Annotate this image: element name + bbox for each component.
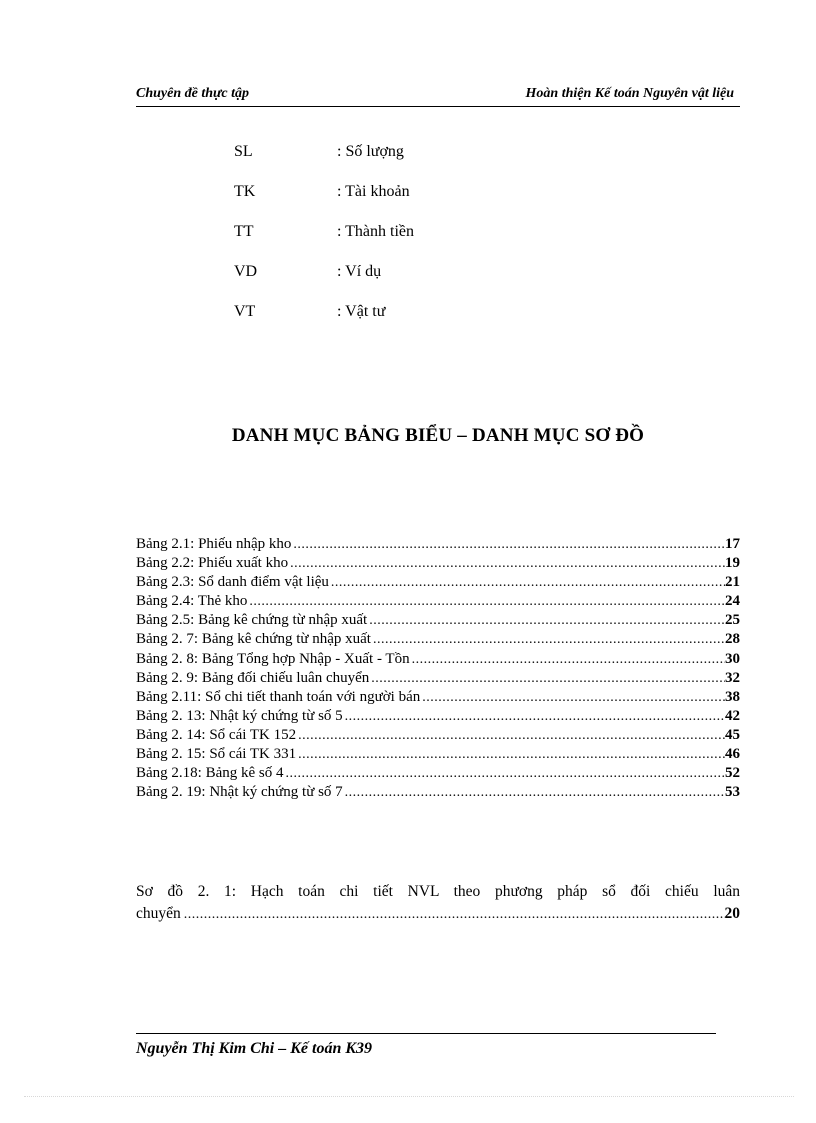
table-list-item[interactable] <box>136 592 740 611</box>
abbreviation-row <box>234 301 534 341</box>
table-list-item[interactable] <box>136 573 740 592</box>
table-list-label: Bảng 2.1: Phiếu nhập kho <box>136 536 292 552</box>
table-list-label: Bảng 2.2: Phiếu xuất kho <box>136 555 289 572</box>
header-right-title: Hoàn thiện Kế toán Nguyên vật liệu <box>525 86 734 101</box>
leader-dots <box>412 650 725 669</box>
abbreviation-code: VD <box>234 263 258 280</box>
leader-dots <box>286 764 726 783</box>
table-list-page: 32 <box>725 669 740 686</box>
table-list <box>136 535 740 802</box>
page-footer: Nguyễn Thị Kim Chi – Kế toán K39 <box>136 1040 373 1057</box>
table-list-item[interactable] <box>136 707 740 726</box>
abbreviation-code: VT <box>234 303 256 320</box>
table-list-item[interactable] <box>136 764 740 783</box>
table-list-label: Bảng 2. 15: Sổ cái TK 331 <box>136 746 297 763</box>
footer-divider <box>136 1033 716 1034</box>
table-list-item[interactable] <box>136 611 740 630</box>
table-list-page: 42 <box>725 707 740 724</box>
abbreviation-meaning: : Số lượng <box>337 143 404 160</box>
leader-dots <box>345 707 725 726</box>
table-list-label: Bảng 2.4: Thẻ kho <box>136 593 248 610</box>
abbreviation-row <box>234 221 534 261</box>
table-list-label: Bảng 2.11: Sổ chi tiết thanh toán với người bán <box>136 688 421 705</box>
table-list-page: 17 <box>725 536 740 552</box>
diagram-label-line2: chuyển <box>136 905 181 922</box>
table-list-item[interactable] <box>136 554 740 573</box>
table-list-page: 30 <box>725 650 740 667</box>
leader-dots <box>422 688 725 707</box>
abbreviation-code: TT <box>234 223 254 240</box>
table-list-item[interactable] <box>136 745 740 764</box>
leader-dots <box>369 611 725 630</box>
table-list-label: Bảng 2.3: Sổ danh điểm vật liệu <box>136 574 329 591</box>
table-list-page: 46 <box>725 746 740 763</box>
abbreviation-meaning: : Tài khoản <box>337 183 410 200</box>
table-list-item[interactable] <box>136 783 740 802</box>
table-list-page: 21 <box>725 574 740 591</box>
header-left-title: Chuyên đề thực tập <box>136 86 250 101</box>
abbreviation-row <box>234 141 534 181</box>
abbreviation-meaning: : Thành tiền <box>337 223 415 240</box>
leader-dots <box>373 630 725 649</box>
leader-dots <box>298 745 725 764</box>
table-list-label: Bảng 2. 13: Nhật ký chứng từ số 5 <box>136 707 343 724</box>
diagram-list-item[interactable] <box>136 881 740 926</box>
table-list-label: Bảng 2. 9: Bảng đối chiếu luân chuyển <box>136 669 370 686</box>
page-header <box>136 86 740 107</box>
table-list-page: 25 <box>725 612 740 629</box>
table-list-item[interactable] <box>136 726 740 745</box>
leader-dots <box>298 726 725 745</box>
table-list-page: 38 <box>725 688 740 705</box>
table-list-item[interactable] <box>136 535 740 554</box>
table-list-label: Bảng 2. 19: Nhật ký chứng từ số 7 <box>136 784 343 801</box>
diagram-label-line1: Sơ đồ 2. 1: Hạch toán chi tiết NVL theo phương pháp sổ đối chiếu luân <box>136 883 740 900</box>
table-list-label: Bảng 2. 7: Bảng kê chứng từ nhập xuất <box>136 631 371 648</box>
page-bottom-edge <box>24 1096 794 1097</box>
leader-dots <box>249 592 725 611</box>
table-list-label: Bảng 2. 14: Sổ cái TK 152 <box>136 726 297 743</box>
leader-dots <box>371 669 725 688</box>
table-list-item[interactable] <box>136 688 740 707</box>
abbreviation-code: SL <box>234 143 253 160</box>
table-list-page: 52 <box>725 765 740 782</box>
abbreviation-meaning: : Ví dụ <box>337 263 382 280</box>
table-list-page: 28 <box>725 631 740 648</box>
abbreviation-meaning: : Vật tư <box>337 303 386 320</box>
table-list-page: 24 <box>725 593 740 610</box>
leader-dots <box>331 573 725 592</box>
abbreviation-row <box>234 181 534 221</box>
table-list-page: 19 <box>725 555 740 572</box>
table-list-label: Bảng 2.18: Bảng kê số 4 <box>136 765 284 782</box>
table-list-item[interactable] <box>136 630 740 649</box>
table-list-item[interactable] <box>136 669 740 688</box>
table-list-label: Bảng 2. 8: Bảng Tổng hợp Nhập - Xuất - Tồn <box>136 650 410 667</box>
leader-dots <box>290 554 725 573</box>
leader-dots <box>293 535 725 554</box>
abbreviation-list <box>234 141 534 341</box>
leader-dots <box>184 904 725 926</box>
section-title: DANH MỤC BẢNG BIỂU – DANH MỤC SƠ ĐỒ <box>231 425 645 446</box>
diagram-page: 20 <box>724 905 740 922</box>
abbreviation-code: TK <box>234 183 256 200</box>
abbreviation-row <box>234 261 534 301</box>
table-list-page: 45 <box>725 726 740 743</box>
table-list-page: 53 <box>725 784 740 801</box>
leader-dots <box>345 783 725 802</box>
table-list-item[interactable] <box>136 650 740 669</box>
diagram-label-row <box>136 903 740 926</box>
table-list-label: Bảng 2.5: Bảng kê chứng từ nhập xuất <box>136 612 368 629</box>
